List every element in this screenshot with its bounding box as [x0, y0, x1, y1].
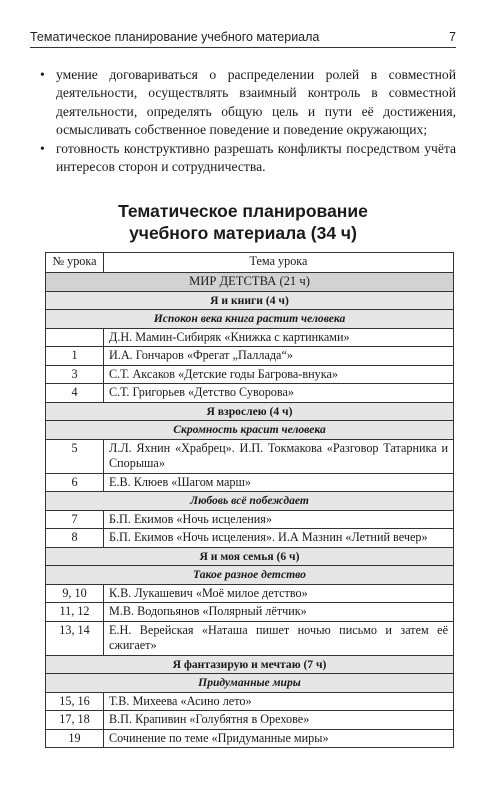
theme-title: Придуманные миры: [46, 674, 454, 693]
lesson-number-cell: 11, 12: [46, 603, 104, 622]
table-body: [46, 273, 454, 748]
lesson-topic-cell: Д.Н. Мамин-Сибиряк «Книжка с картинками»: [104, 328, 454, 347]
lesson-number-cell: 9, 10: [46, 584, 104, 603]
part-title: Я взрослею (4 ч): [46, 402, 454, 421]
table-row: [46, 584, 454, 603]
lesson-topic-cell: Б.П. Екимов «Ночь исцеления». И.А Мазнин «Летний вечер»: [104, 529, 454, 548]
table-header-row: [46, 253, 454, 273]
theme-title: Скромность красит человека: [46, 421, 454, 440]
bullet-item: [40, 140, 456, 177]
section-row: [46, 273, 454, 292]
lesson-number-cell: 13, 14: [46, 621, 104, 655]
lesson-topic-cell: Е.Н. Верейская «Наташа пишет ночью письмо и затем её сжигает»: [104, 621, 454, 655]
bullet-item: [40, 66, 456, 140]
page-number: 7: [449, 30, 456, 44]
table-row: [46, 529, 454, 548]
table-row: [46, 621, 454, 655]
table-row: [46, 692, 454, 711]
section-title: МИР ДЕТСТВА (21 ч): [46, 273, 454, 292]
bullet-marker: •: [40, 140, 45, 156]
lesson-number-cell: 3: [46, 365, 104, 384]
table-row: [46, 603, 454, 622]
column-header-lesson-topic: Тема урока: [104, 253, 454, 273]
lesson-topic-cell: Е.В. Клюев «Шагом марш»: [104, 473, 454, 492]
lesson-number-cell: 7: [46, 510, 104, 529]
part-row: [46, 402, 454, 421]
table-row: [46, 384, 454, 403]
running-header: [30, 30, 456, 48]
section-heading-line-2: учебного материала (34 ч): [129, 223, 357, 243]
lesson-topic-cell: И.А. Гончаров «Фрегат „Паллада“»: [104, 347, 454, 366]
theme-row: [46, 566, 454, 585]
part-row: [46, 547, 454, 566]
section-heading: [30, 200, 456, 244]
lesson-topic-cell: С.Т. Аксаков «Детские годы Багрова-внука»: [104, 365, 454, 384]
theme-row: [46, 492, 454, 511]
table-row: [46, 328, 454, 347]
theme-row: [46, 310, 454, 329]
table-row: [46, 711, 454, 730]
part-title: Я и книги (4 ч): [46, 291, 454, 310]
lesson-topic-cell: М.В. Водопьянов «Полярный лётчик»: [104, 603, 454, 622]
table-row: [46, 510, 454, 529]
bullet-text: умение договариваться о распределении ролей в совместной деятельности, осуществлять взаимный контроль в совместной деятельности, определять общую цель и пути её достижения, осмысливать собственное поведение и поведение окружающих;: [56, 67, 456, 138]
lesson-number-cell: [46, 328, 104, 347]
lesson-number-cell: 17, 18: [46, 711, 104, 730]
theme-row: [46, 421, 454, 440]
part-title: Я и моя семья (6 ч): [46, 547, 454, 566]
lesson-number-cell: 8: [46, 529, 104, 548]
lesson-topic-cell: В.П. Крапивин «Голубятня в Орехове»: [104, 711, 454, 730]
lesson-topic-cell: Т.В. Михеева «Асино лето»: [104, 692, 454, 711]
table-row: [46, 729, 454, 748]
theme-title: Испокон века книга растит человека: [46, 310, 454, 329]
theme-title: Любовь всё побеждает: [46, 492, 454, 511]
table-row: [46, 365, 454, 384]
section-heading-line-1: Тематическое планирование: [118, 201, 368, 221]
lesson-number-cell: 5: [46, 439, 104, 473]
lesson-plan-table: [45, 252, 454, 748]
part-title: Я фантазирую и мечтаю (7 ч): [46, 655, 454, 674]
bullet-marker: •: [40, 67, 45, 82]
theme-title: Такое разное детство: [46, 566, 454, 585]
lesson-topic-cell: К.В. Лукашевич «Моё милое детство»: [104, 584, 454, 603]
lesson-number-cell: 1: [46, 347, 104, 366]
part-row: [46, 655, 454, 674]
lesson-number-cell: 19: [46, 729, 104, 748]
table-row: [46, 473, 454, 492]
lesson-number-cell: 6: [46, 473, 104, 492]
bullet-text: готовность конструктивно разрешать конфликты посредством учёта интересов сторон и сотрудничества.: [56, 140, 456, 175]
lesson-topic-cell: Л.Л. Яхнин «Храбрец». И.П. Токмакова «Разговор Татарника и Спорыша»: [104, 439, 454, 473]
lesson-number-cell: 15, 16: [46, 692, 104, 711]
theme-row: [46, 674, 454, 693]
lesson-topic-cell: С.Т. Григорьев «Детство Суворова»: [104, 384, 454, 403]
column-header-lesson-number: № урока: [46, 253, 104, 273]
table-row: [46, 347, 454, 366]
table-row: [46, 439, 454, 473]
bullet-list: [40, 66, 456, 176]
lesson-number-cell: 4: [46, 384, 104, 403]
lesson-topic-cell: Б.П. Екимов «Ночь исцеления»: [104, 510, 454, 529]
lesson-topic-cell: Сочинение по теме «Придуманные миры»: [104, 729, 454, 748]
running-title: Тематическое планирование учебного материала: [30, 30, 320, 44]
part-row: [46, 291, 454, 310]
